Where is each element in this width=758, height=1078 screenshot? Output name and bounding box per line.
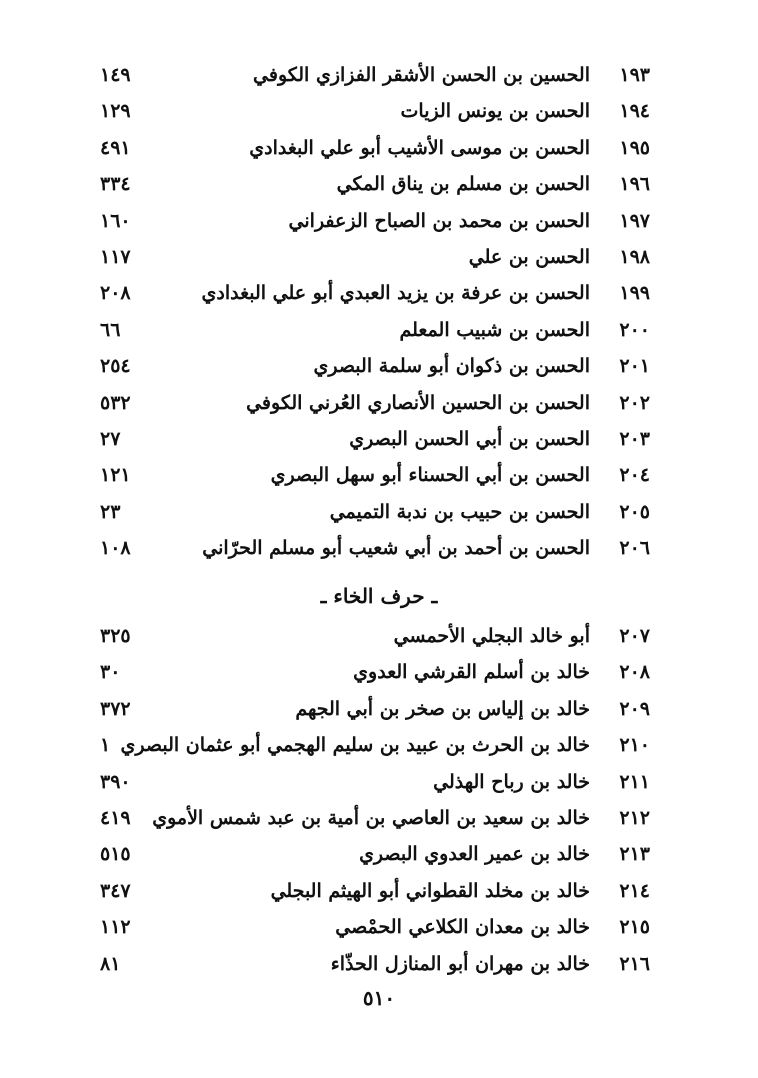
entry-number: ١٩٧ xyxy=(619,209,650,232)
entry-number: ٢١٦ xyxy=(619,952,650,975)
entry-number: ٢٠٧ xyxy=(619,625,650,647)
index-entry xyxy=(0,421,758,457)
index-entry xyxy=(0,909,758,945)
index-entry xyxy=(0,348,758,384)
entry-name: الحسن بن أبي الحسن البصري xyxy=(349,427,590,450)
entry-number: ٢١١ xyxy=(619,770,650,793)
entry-page-ref: ٦٦ xyxy=(100,318,121,341)
index-entry xyxy=(0,130,758,166)
entry-page-ref: ٢٧ xyxy=(100,427,121,450)
entry-page-ref: ٨١ xyxy=(100,952,121,975)
entry-page-ref: ١١٢ xyxy=(100,916,131,939)
index-entry xyxy=(0,166,758,202)
entry-page-ref: ٣٧٢ xyxy=(100,697,131,720)
index-entry xyxy=(0,275,758,311)
index-section-ha xyxy=(0,57,758,566)
entry-page-ref: ١٢١ xyxy=(100,464,131,487)
index-entry xyxy=(0,57,758,93)
entry-number: ٢٠٦ xyxy=(619,537,650,560)
entry-name: الحسن بن علي xyxy=(468,245,590,268)
entry-page-ref: ١٠٨ xyxy=(100,537,131,560)
entry-name: الحسين بن الحسن الأشقر الفزازي الكوفي xyxy=(253,64,590,86)
entry-number: ٢١٥ xyxy=(619,916,650,939)
index-entry xyxy=(0,654,758,690)
entry-name: خالد بن مخلد القطواني أبو الهيثم البجلي xyxy=(270,879,590,902)
index-entry xyxy=(0,727,758,763)
entry-page-ref: ٣٤٧ xyxy=(100,879,131,902)
entry-name: خالد بن إلياس بن صخر بن أبي الجهم xyxy=(295,697,590,720)
index-entry xyxy=(0,800,758,836)
index-entry xyxy=(0,457,758,493)
entry-number: ١٩٨ xyxy=(619,245,650,268)
entry-name: الحسن بن موسى الأشيب أبو علي البغدادي xyxy=(249,136,590,159)
entry-name: الحسن بن حبيب بن ندبة التميمي xyxy=(329,500,590,523)
index-entry xyxy=(0,873,758,909)
index-section-kha xyxy=(0,618,758,982)
entry-number: ١٩٦ xyxy=(619,173,650,196)
entry-number: ٢٠٢ xyxy=(619,391,650,414)
index-entry xyxy=(0,312,758,348)
index-entry xyxy=(0,764,758,800)
entry-number: ٢٠٥ xyxy=(619,500,650,523)
entry-number: ٢١٠ xyxy=(619,734,650,757)
entry-name: الحسن بن ذكوان أبو سلمة البصري xyxy=(313,355,590,378)
entry-number: ٢١٢ xyxy=(619,806,650,829)
entry-page-ref: ٣٠ xyxy=(100,661,121,684)
entry-name: الحسن بن الحسين الأنصاري العُرني الكوفي xyxy=(246,391,590,414)
entry-number: ٢٠٩ xyxy=(619,697,650,720)
entry-number: ٢١٤ xyxy=(619,879,650,902)
entry-number: ١٩٣ xyxy=(619,64,650,86)
index-entry xyxy=(0,239,758,275)
index-entry xyxy=(0,618,758,654)
entry-page-ref: ٢٠٨ xyxy=(100,282,131,305)
entry-page-ref: ٤١٩ xyxy=(100,806,131,829)
index-entry xyxy=(0,836,758,872)
entry-page-ref: ١١٧ xyxy=(100,245,131,268)
entry-name: خالد بن الحرث بن عبيد بن سليم الهجمي أبو عثمان البصري xyxy=(120,734,590,757)
entry-number: ١٩٤ xyxy=(619,100,650,123)
index-entry xyxy=(0,691,758,727)
index-entry xyxy=(0,530,758,566)
entry-name: الحسن بن أحمد بن أبي شعيب أبو مسلم الحرّاني xyxy=(202,537,590,560)
entry-name: الحسن بن عرفة بن يزيد العبدي أبو علي البغدادي xyxy=(201,282,590,305)
entry-name: الحسن بن مسلم بن يناق المكي xyxy=(336,173,590,196)
entry-name: خالد بن عمير العدوي البصري xyxy=(359,843,590,866)
entry-name: الحسن بن شبيب المعلم xyxy=(399,318,590,341)
entry-number: ٢١٣ xyxy=(619,843,650,866)
page-number: ٥١٠ xyxy=(362,986,396,1010)
index-entry xyxy=(0,203,758,239)
section-heading: ـ حرف الخاء ـ xyxy=(320,584,438,608)
entry-page-ref: ٢٥٤ xyxy=(100,355,131,378)
entry-name: خالد بن سعيد بن العاصي بن أمية بن عبد شمس الأموي xyxy=(152,806,590,829)
entry-page-ref: ١٦٠ xyxy=(100,209,131,232)
entry-name: أبو خالد البجلي الأحمسي xyxy=(393,625,590,647)
entry-name: خالد بن رباح الهذلي xyxy=(433,770,590,793)
entry-page-ref: ٥١٥ xyxy=(100,843,131,866)
entry-number: ١٩٩ xyxy=(619,282,650,305)
entry-page-ref: ٣٢٥ xyxy=(100,625,131,647)
entry-name: خالد بن مهران أبو المنازل الحذّاء xyxy=(330,952,590,975)
entry-number: ١٩٥ xyxy=(619,136,650,159)
entry-name: الحسن بن أبي الحسناء أبو سهل البصري xyxy=(270,464,590,487)
entry-page-ref: ٤٩١ xyxy=(100,136,131,159)
index-entry xyxy=(0,946,758,982)
entry-name: خالد بن أسلم القرشي العدوي xyxy=(353,661,590,684)
entry-number: ٢٠٠ xyxy=(619,318,650,341)
entry-page-ref: ٣٣٤ xyxy=(100,173,131,196)
entry-number: ٢٠٨ xyxy=(619,661,650,684)
entry-page-ref: ٣٩٠ xyxy=(100,770,131,793)
index-entry xyxy=(0,385,758,421)
entry-number: ٢٠١ xyxy=(619,355,650,378)
entry-number: ٢٠٣ xyxy=(619,427,650,450)
entry-name: خالد بن معدان الكلاعي الحمْصي xyxy=(335,916,590,939)
entry-page-ref: ١ xyxy=(100,734,111,757)
index-entry xyxy=(0,494,758,530)
entry-name: الحسن بن يونس الزيات xyxy=(400,100,590,123)
entry-page-ref: ٥٣٢ xyxy=(100,391,131,414)
entry-number: ٢٠٤ xyxy=(619,464,650,487)
entry-name: الحسن بن محمد بن الصباح الزعفراني xyxy=(288,209,590,232)
index-entry xyxy=(0,93,758,129)
entry-page-ref: ٢٣ xyxy=(100,500,121,523)
entry-page-ref: ١٤٩ xyxy=(100,64,131,86)
entry-page-ref: ١٢٩ xyxy=(100,100,131,123)
